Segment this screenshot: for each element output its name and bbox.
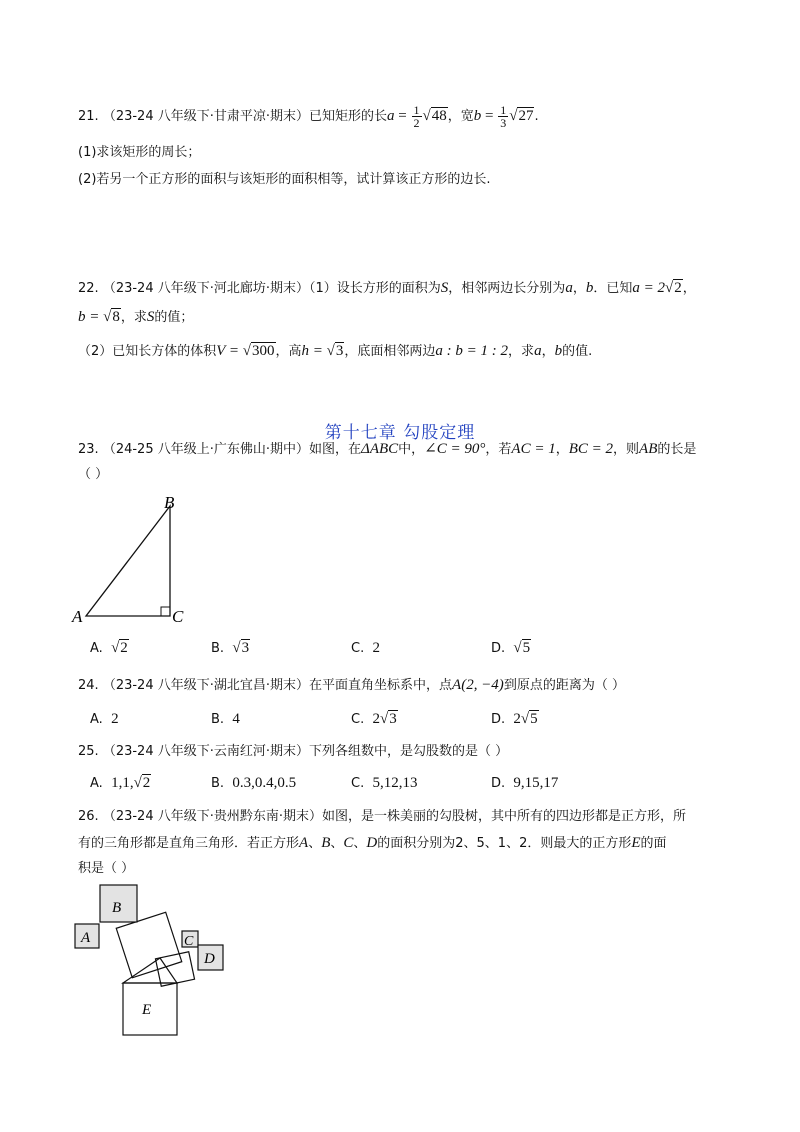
q23-text-d: ，则 xyxy=(613,442,640,457)
q23-triangle-figure xyxy=(60,488,200,628)
q22-text-2d: ，求 xyxy=(508,344,535,359)
q24-number: 24. xyxy=(78,678,99,693)
q23-option-c[interactable]: C. 2 xyxy=(351,640,380,656)
q21-b-sqrt: √27 xyxy=(509,108,534,124)
label-D: D xyxy=(204,951,215,967)
q25-option-a[interactable]: A. 1,1,√2 xyxy=(90,775,151,791)
q21-a-fraction: $\frac{1}{2}$ xyxy=(413,103,420,130)
q23-text-e: 的长是 xyxy=(657,442,697,457)
triangle-abc xyxy=(86,506,170,616)
q22-h-sqrt: √3 xyxy=(326,343,344,359)
q22-S-var-2: S xyxy=(146,309,155,325)
q26-square-a: A xyxy=(299,835,309,851)
q23-ab: AB xyxy=(639,441,658,457)
q22-a-sqrt: √2 xyxy=(664,280,682,296)
label-B: B xyxy=(112,900,122,916)
q22-text-2e: ， xyxy=(541,344,555,359)
q23-option-a[interactable]: A. √2 xyxy=(90,640,128,656)
q22-text-2c: ，底面相邻两边 xyxy=(344,344,436,359)
q26-square-c: C xyxy=(343,835,354,851)
q22-a-var: a xyxy=(565,280,573,296)
q25-option-c[interactable]: C. 5,12,13 xyxy=(351,775,418,791)
q23-bc: BC = 2 xyxy=(568,441,614,457)
q22-S-var: S xyxy=(440,280,449,296)
chapter-title: 第十七章 勾股定理 xyxy=(324,423,476,443)
q24-source: （23-24 八年级下·湖北宜昌·期末） xyxy=(102,678,310,693)
q21-part1: (1)求该矩形的周长； xyxy=(78,145,201,160)
q22-text-2a: （2）已知长方体的体积 xyxy=(78,344,217,359)
q26-pythagoras-tree-figure xyxy=(70,884,240,1039)
q22-text-2b: ，高 xyxy=(275,344,302,359)
q24-text-b: 到原点的距离为（ ） xyxy=(503,678,625,693)
q22-text-1b: ，相邻两边长分别为 xyxy=(448,281,566,296)
q24-point: A(2, −4) xyxy=(452,677,504,693)
q22-h-eq: h = xyxy=(301,343,327,359)
q22-comma: ， xyxy=(682,281,696,296)
q23-stem xyxy=(78,440,696,459)
q23-triangle: ΔABC xyxy=(361,441,399,457)
q26-text-1: 如图，是一株美丽的勾股树，其中所有的四边形都是正方形，所 xyxy=(322,809,687,824)
q26-source: （23-24 八年级下·贵州黔东南·期末） xyxy=(102,809,323,824)
q26-square-d: D xyxy=(366,835,378,851)
q21-b-fraction: $\frac{1}{3}$ xyxy=(500,103,507,130)
q26-stem-line2: 有的三角形都是直角三角形．若正方形A、B、C、D的面积分别为2、5、1、2．则最大的正方形E的面 xyxy=(78,835,667,851)
q25-option-b[interactable]: B. 0.3,0.4,0.5 xyxy=(211,775,297,791)
q23-number: 23. xyxy=(78,442,99,457)
q21-part2: (2)若另一个正方形的面积与该矩形的面积相等，试计算该正方形的边长. xyxy=(78,172,491,187)
q24-stem xyxy=(78,676,625,695)
q24-option-a[interactable]: A. 2 xyxy=(90,711,119,727)
q23-comma: ， xyxy=(555,442,569,457)
q26-square-b: B xyxy=(321,835,331,851)
q26-number: 26. xyxy=(78,809,99,824)
q22-text-1c: ．已知 xyxy=(593,281,633,296)
q26-stem-line3: 积是（ ） xyxy=(78,861,135,876)
q21-b-var: b xyxy=(473,108,482,124)
q23-ac: AC = 1 xyxy=(511,441,556,457)
q21-source: （23-24 八年级下·甘肃平凉·期末） xyxy=(102,109,310,124)
label-A: A xyxy=(72,607,83,626)
label-A: A xyxy=(81,930,91,946)
q23-text-b: 中， xyxy=(398,442,425,457)
q26-text-2b: 的面积分别为2、5、1、2．则最大的正方形 xyxy=(377,836,632,851)
q26-text-2c: 的面 xyxy=(640,836,667,851)
q22-text-1d: ，求 xyxy=(120,310,147,325)
q24-option-c[interactable]: C. 2√3 xyxy=(351,711,397,727)
q21-end: . xyxy=(534,109,539,124)
q25-option-d[interactable]: D. 9,15,17 xyxy=(491,775,559,791)
q22-a-eq: a = 2 xyxy=(632,280,665,296)
q22-text-1e: 的值； xyxy=(154,310,194,325)
q21-a-var: a xyxy=(387,108,395,124)
right-angle-mark xyxy=(161,607,170,616)
q22-V-eq: V = xyxy=(216,343,243,359)
q25-source: （23-24 八年级下·云南红河·期末） xyxy=(102,744,310,759)
q25-stem xyxy=(78,743,508,761)
label-E: E xyxy=(142,1002,152,1018)
q24-text-a: 在平面直角坐标系中，点 xyxy=(309,678,453,693)
q24-option-d[interactable]: D. 2√5 xyxy=(491,711,538,727)
q21-stem-text: 已知矩形的长 xyxy=(309,109,388,124)
q25-text: 下列各组数中，是勾股数的是（ ） xyxy=(309,744,509,759)
q25-number: 25. xyxy=(78,744,99,759)
q23-option-d[interactable]: D. √5 xyxy=(491,640,531,656)
q23-text-c: ，若 xyxy=(485,442,512,457)
q21-width-text: ，宽 xyxy=(447,109,474,124)
q22-b-eq: b = xyxy=(78,309,104,325)
q22-text-2f: 的值. xyxy=(562,344,593,359)
label-B: B xyxy=(164,493,175,512)
q23-text-a: 如图，在 xyxy=(309,442,362,457)
q26-stem-line1 xyxy=(78,808,686,826)
q21-a-sqrt: √48 xyxy=(422,108,447,124)
q22-a-var-2: a xyxy=(534,343,542,359)
label-C: C xyxy=(172,607,184,626)
q21-eq-2: = xyxy=(481,108,498,124)
q26-text-2a: 有的三角形都是直角三角形．若正方形 xyxy=(78,836,300,851)
q22-b-sqrt: √8 xyxy=(103,309,120,325)
q23-source: （24-25 八年级上·广东佛山·期中） xyxy=(102,442,310,457)
q22-b-var-2: b xyxy=(554,343,563,359)
q22-ratio: a : b = 1 : 2 xyxy=(435,343,509,359)
q22-number: 22. xyxy=(78,281,99,296)
main-triangle xyxy=(123,958,177,983)
q23-paren: （ ） xyxy=(78,467,109,482)
label-C: C xyxy=(184,934,194,949)
q22-stem-line1 xyxy=(78,279,696,298)
q22-source: （23-24 八年级下·河北廊坊·期末） xyxy=(102,281,310,296)
q22-text-1a: （1）设长方形的面积为 xyxy=(309,281,441,296)
q21-number: 21. xyxy=(78,109,99,124)
q23-option-b[interactable]: B. √3 xyxy=(211,640,250,656)
q21-eq: = xyxy=(394,108,411,124)
q22-stem-line3 xyxy=(78,342,592,361)
q22-sep: ， xyxy=(572,281,586,296)
q24-option-b[interactable]: B. 4 xyxy=(211,711,240,727)
q22-b-var: b xyxy=(585,280,594,296)
q26-square-e: E xyxy=(631,835,641,851)
q22-stem-line2 xyxy=(78,308,193,327)
q22-V-sqrt: √300 xyxy=(242,343,275,359)
q21-stem xyxy=(78,104,539,129)
q23-angle: ∠C = 90° xyxy=(424,441,486,457)
